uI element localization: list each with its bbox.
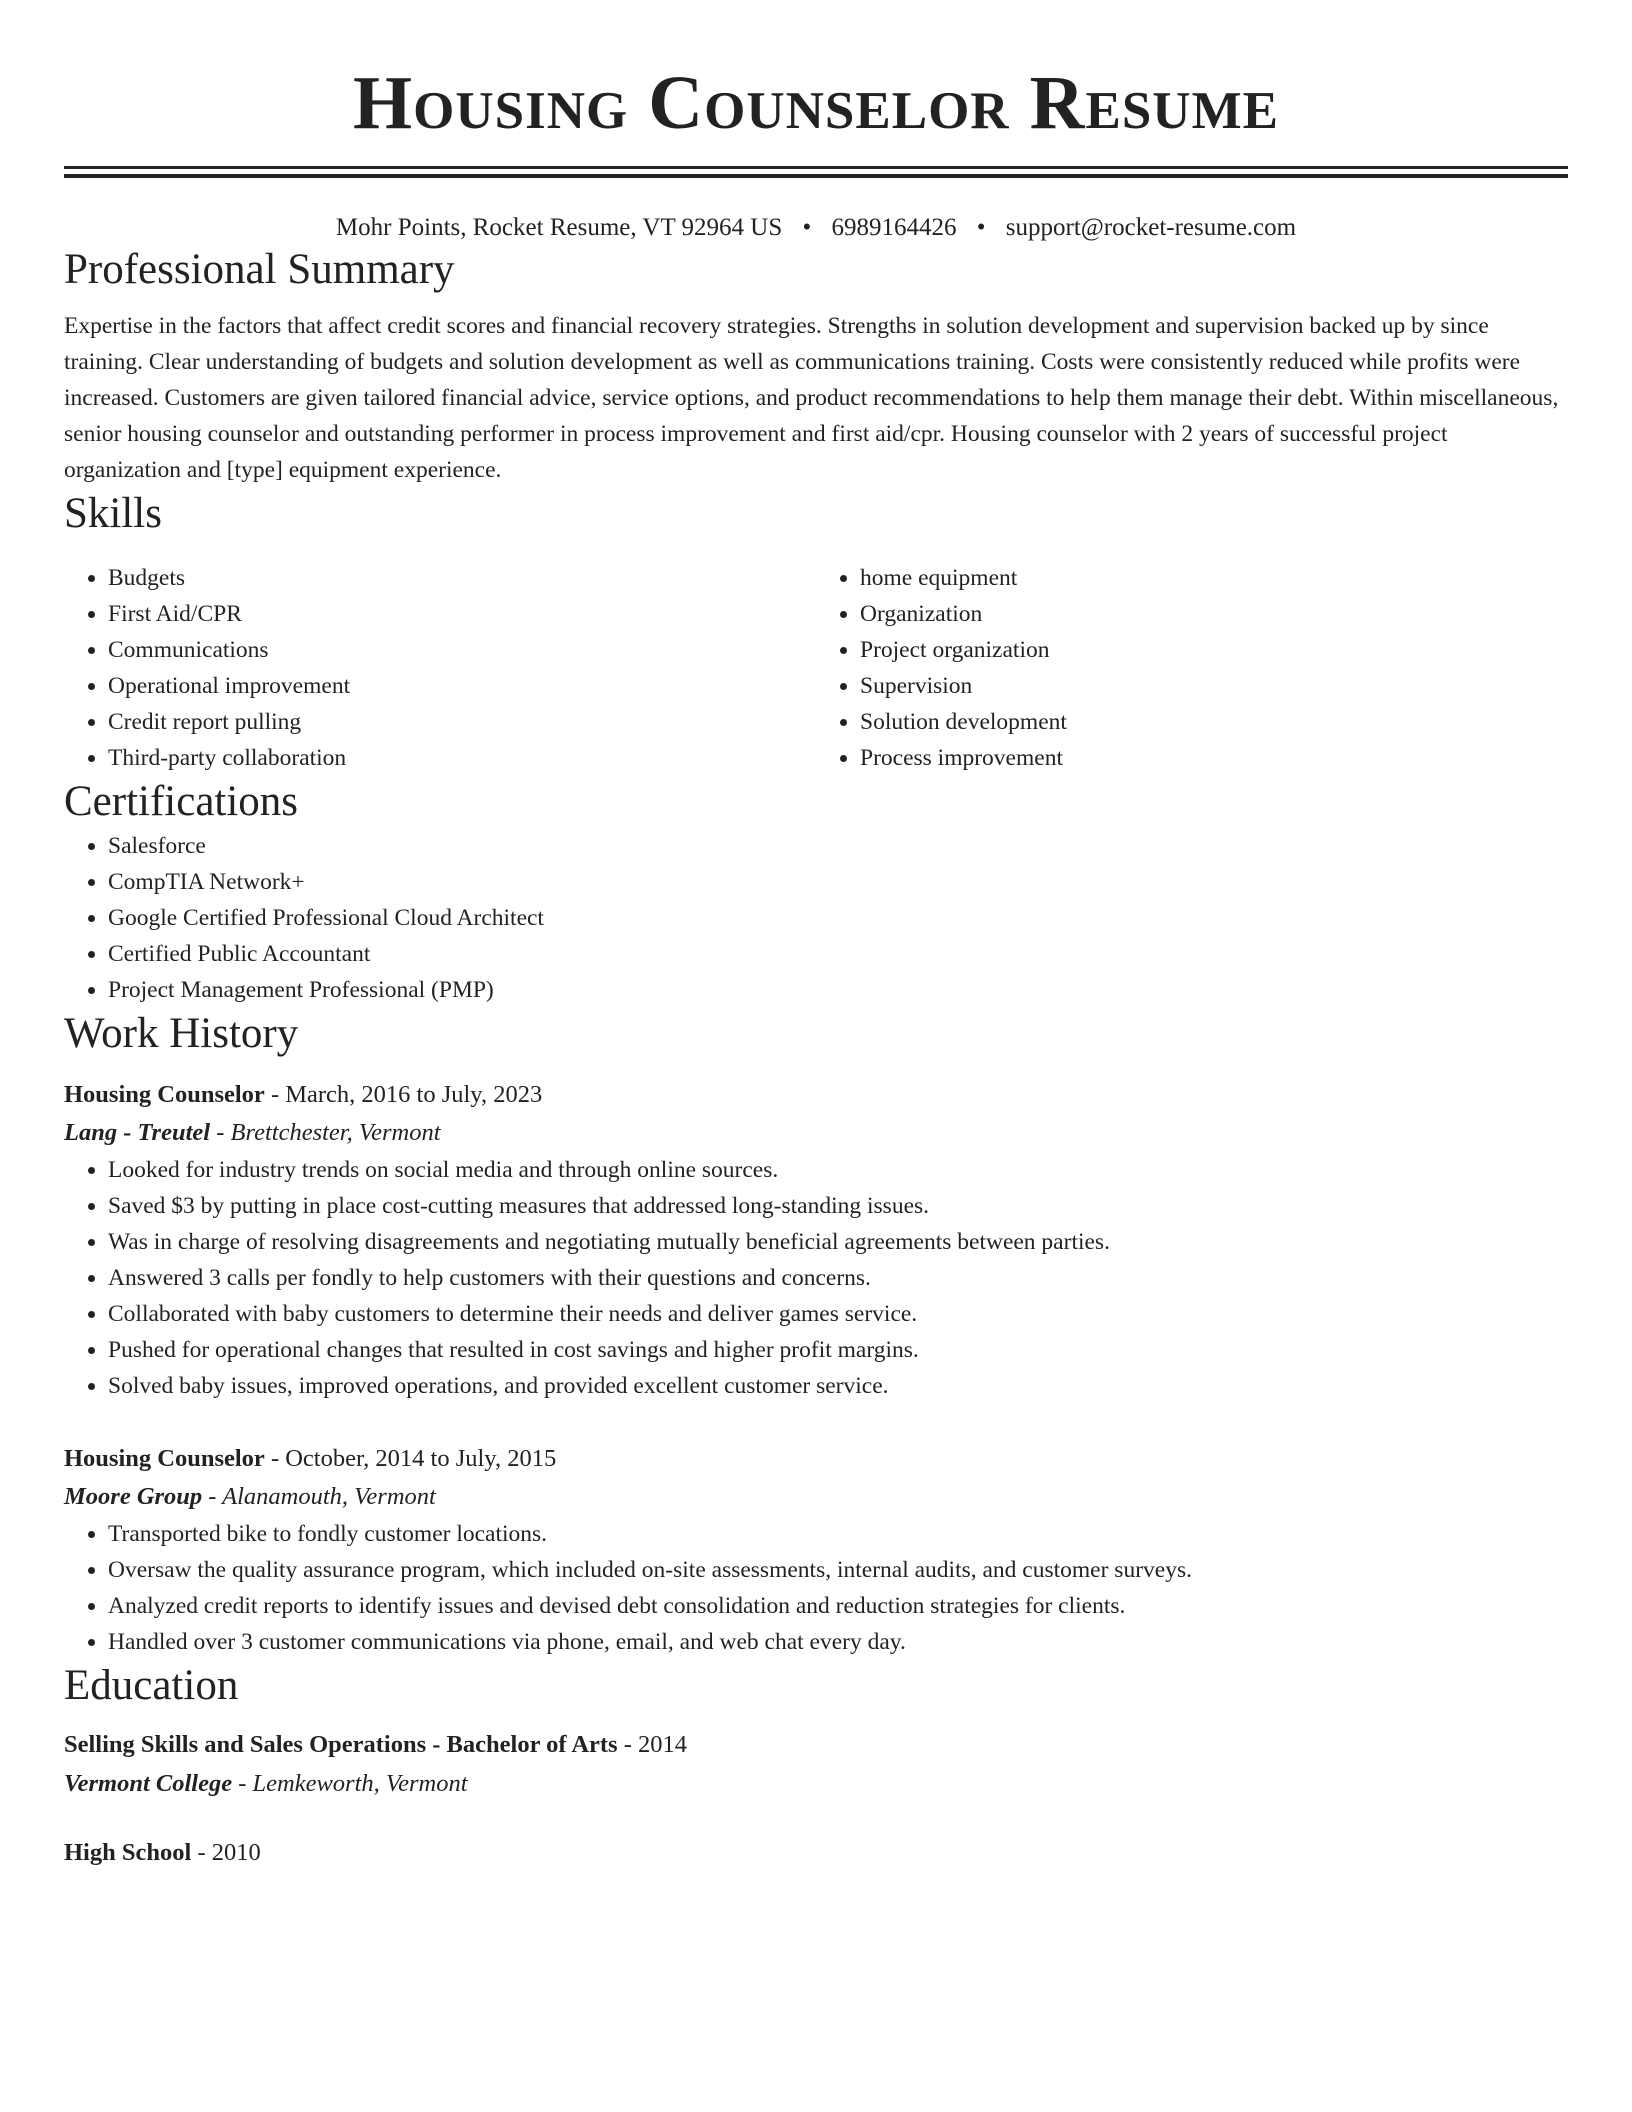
skill-item: • home equipment xyxy=(860,560,1568,596)
job-duty-item: • Answered 3 calls per fondly to help customers with their questions and concerns. xyxy=(108,1260,1568,1296)
job-company: Moore Group xyxy=(64,1483,203,1510)
education-year: - 2014 xyxy=(617,1731,688,1758)
job-company: Lang - Treutel xyxy=(64,1119,211,1146)
title-divider-top xyxy=(64,166,1568,169)
skill-item: • Solution development xyxy=(860,704,1568,740)
job-duty-item: • Pushed for operational changes that resulted in cost savings and higher profit margins. xyxy=(108,1332,1568,1368)
skill-item: • Project organization xyxy=(860,632,1568,668)
contact-email: support@rocket-resume.com xyxy=(1005,214,1297,241)
job-title: Housing Counselor xyxy=(64,1445,265,1472)
education-institution-line xyxy=(64,1764,1568,1804)
skill-item: • Third-party collaboration xyxy=(108,740,816,776)
contact-separator: • xyxy=(976,214,986,241)
job-duty-item: • Analyzed credit reports to identify issues and devised debt consolidation and reduction strategies for clients. xyxy=(108,1588,1568,1624)
job-dates: - March, 2016 to July, 2023 xyxy=(264,1081,543,1108)
education-degree-line xyxy=(64,1834,1568,1872)
job-duty-item: • Looked for industry trends on social media and through online sources. xyxy=(108,1152,1568,1188)
education-school: Vermont College xyxy=(64,1770,233,1797)
title-divider-bottom xyxy=(64,174,1568,178)
education-degree-line xyxy=(64,1726,1568,1764)
job-duty-item: • Transported bike to fondly customer locations. xyxy=(108,1516,1568,1552)
skill-item: • Organization xyxy=(860,596,1568,632)
skill-item: • Supervision xyxy=(860,668,1568,704)
skill-item: • First Aid/CPR xyxy=(108,596,816,632)
education-degree: High School xyxy=(64,1839,192,1866)
certification-item: • Project Management Professional (PMP) xyxy=(108,972,1568,1008)
job-company-line xyxy=(64,1478,1568,1516)
skills-list-left xyxy=(64,560,816,776)
resume-title: Housing Counselor Resume xyxy=(353,61,1279,145)
education-heading: Education xyxy=(64,1662,239,1709)
skill-item: • Process improvement xyxy=(860,740,1568,776)
certification-item: • Certified Public Accountant xyxy=(108,936,1568,972)
job-location: - Brettchester, Vermont xyxy=(210,1119,441,1146)
certification-item: • CompTIA Network+ xyxy=(108,864,1568,900)
skills-columns xyxy=(64,560,1568,776)
job-location: - Alanamouth, Vermont xyxy=(202,1483,436,1510)
contact-separator: • xyxy=(802,214,812,241)
contact-phone: 6989164426 xyxy=(831,214,957,241)
job-duty-item: • Solved baby issues, improved operations, and provided excellent customer service. xyxy=(108,1368,1568,1404)
certifications-list xyxy=(64,828,1568,1008)
contact-line xyxy=(64,212,1568,244)
skill-item: • Operational improvement xyxy=(108,668,816,704)
skill-item: • Communications xyxy=(108,632,816,668)
summary-text: Expertise in the factors that affect credit scores and financial recovery strategies. Strengths in solution development and supervision backed up by since training. Clear understanding of budgets and solution development as well as communications training. Costs were consistently reduced while profits were increased. Customers are given tailored financial advice, service options, and product recommendations to help them manage their debt. Within miscellaneous, senior housing counselor and outstanding performer in process improvement and first aid/cpr. Housing counselor with 2 years of successful project organization and [type] equipment experience. xyxy=(64,313,1559,483)
skills-list-right xyxy=(816,560,1568,776)
job-duty-item: • Handled over 3 customer communications via phone, email, and web chat every day. xyxy=(108,1624,1568,1660)
certifications-heading: Certifications xyxy=(64,778,299,825)
job-title-line xyxy=(64,1076,1568,1114)
contact-address: Mohr Points, Rocket Resume, VT 92964 US xyxy=(335,214,783,241)
job-title: Housing Counselor xyxy=(64,1081,265,1108)
skill-item: • Credit report pulling xyxy=(108,704,816,740)
job-duty-item: • Was in charge of resolving disagreements and negotiating mutually beneficial agreements between parties. xyxy=(108,1224,1568,1260)
skill-item: • Budgets xyxy=(108,560,816,596)
certification-item: • Salesforce xyxy=(108,828,1568,864)
job-duties-list xyxy=(64,1152,1568,1404)
education-location: - Lemkeworth, Vermont xyxy=(232,1770,468,1797)
certification-item: • Google Certified Professional Cloud Architect xyxy=(108,900,1568,936)
job-duty-item: • Saved $3 by putting in place cost-cutting measures that addressed long-standing issues. xyxy=(108,1188,1568,1224)
work-history-heading: Work History xyxy=(64,1010,299,1057)
skills-heading: Skills xyxy=(64,490,162,537)
job-duty-item: • Oversaw the quality assurance program, which included on-site assessments, internal audits, and customer surveys. xyxy=(108,1552,1568,1588)
summary-heading: Professional Summary xyxy=(64,246,455,293)
job-duty-item: • Collaborated with baby customers to determine their needs and deliver games service. xyxy=(108,1296,1568,1332)
job-company-line xyxy=(64,1114,1568,1152)
job-title-line xyxy=(64,1440,1568,1478)
job-duties-list xyxy=(64,1516,1568,1660)
education-degree: Selling Skills and Sales Operations - Bachelor of Arts xyxy=(64,1731,618,1758)
job-dates: - October, 2014 to July, 2015 xyxy=(264,1445,557,1472)
education-year: - 2010 xyxy=(191,1839,261,1866)
